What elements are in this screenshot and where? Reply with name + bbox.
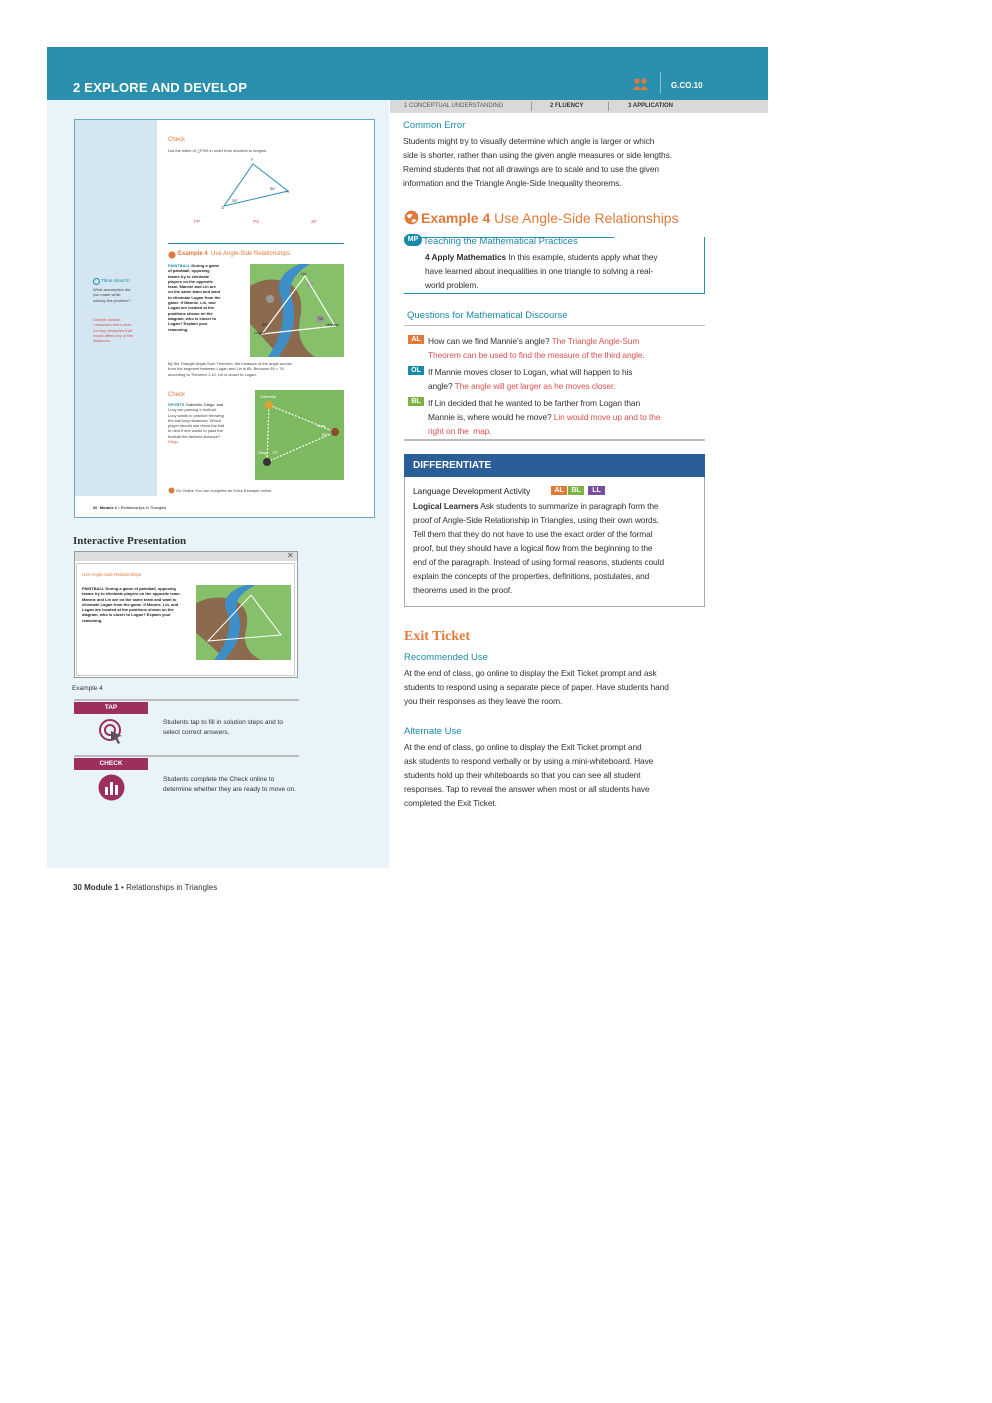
sp-paintball-text: PAINTBALL During a game of paintball, opposing teams try to eliminate players on the opposite team. Mannie and Lin are on the same team and want to eliminate Logan from the game. If Mannie, Lin, and Logan are located at the positions shown on the diagram, who is closer to Logan? Explain your reasoning.	[168, 263, 221, 332]
check-badge: CHECK	[74, 758, 148, 770]
level-badge-al: AL	[551, 486, 567, 495]
sp-triangle-figure	[210, 156, 300, 212]
sp-football-map	[255, 390, 344, 480]
discourse-title: Questions for Mathematical Discourse	[407, 310, 568, 321]
section-title: 2 EXPLORE AND DEVELOP	[73, 80, 248, 95]
level-badge-bl: BL	[408, 397, 424, 406]
header-divider	[660, 72, 661, 94]
common-error-text: Students might try to visually determine which angle is larger or which side is shorter, rather than using the given angle measures or side lengths. Remind students that not all drawings are to scale and to use the given information and the Triangle Angle-Side Inequality theorems.	[403, 136, 672, 188]
sp-footer-module: Module 1	[99, 505, 118, 510]
sp-check2-title: Check	[168, 392, 186, 398]
discourse-bottom-rule	[404, 439, 705, 441]
student-page-sidebar	[75, 120, 157, 496]
sp-map-label: Gabriella	[260, 394, 277, 399]
sp-angle-label: 56°	[270, 186, 277, 191]
differentiate-header: DIFFERENTIATE	[404, 454, 705, 477]
sp-solution-text: By the Triangle Angle-Sum Theorem, the measure of the angle across from the segment between Logan and Lin is 65. Because 65 < 76, according to Theorem 1.10, Lin is closer to Logan.	[168, 361, 292, 377]
level-badge-ol: OL	[408, 366, 424, 375]
recommended-use-title: Recommended Use	[404, 652, 488, 663]
ip-screen-title: Use Angle-Side Relationships	[82, 572, 142, 577]
sp-example-title: Example 4	[178, 251, 208, 257]
close-icon[interactable]: ✕	[287, 551, 294, 560]
page-module-title: Relationships in Triangles	[126, 883, 218, 892]
sp-map-label: 55°	[262, 322, 269, 327]
think-icon	[93, 278, 100, 285]
sp-answer: PS	[253, 219, 260, 224]
sp-go-online: Go Online You can complete an Extra Example online.	[176, 488, 273, 493]
recommended-use-text: At the end of class, go online to display the Exit Ticket prompt and ask students to respond using a separate piece of paper. Have students hand you their responses as they leave the room.	[404, 668, 669, 706]
sp-answer: SF	[311, 219, 317, 224]
differentiate-text: Logical Learners Ask students to summarize in paragraph form the proof of Angle-Side Relationship in Triangles, using their own words. Tell them that they do not have to use the exact order of the formal proof, but they should have a logical flow from the beginning to the end of the paragraph. Instead of using formal reasons, students could explain the concepts of the properties, definitions, postulates, and theorems used in the proof.	[413, 501, 665, 595]
language-activity-label: Language Development Activity	[413, 486, 531, 496]
level-badge-al: AL	[408, 335, 424, 344]
sp-sports-text: SPORTS Gabriella, Diego, and Lucy are passing a football. Lucy wants to practice throwing the ball long distances. Which player should she throw the ball to next if she wants to pass the football the farthest distance? Diego	[168, 402, 252, 444]
example4-title: Use Angle-Side Relationships	[494, 210, 679, 226]
sp-footer-num: 20	[93, 505, 98, 510]
sp-answer: FP	[194, 219, 200, 224]
tmp-text: 4 Apply Mathematics In this example, students apply what they have learned about inequalities in one triangle to solving a real- world problem.	[425, 252, 658, 290]
discourse-item: If Lin decided that he wanted to be farther from Logan than Mannie is, where would he move? Lin would move up and to the right on the map.	[428, 398, 661, 436]
sp-map-label: Mannie	[326, 322, 340, 327]
sp-vertex-label: G	[221, 205, 225, 210]
tap-icon	[98, 718, 126, 746]
sp-sports-answer: Diego	[168, 439, 179, 445]
mp-badge: MP	[404, 234, 422, 246]
sp-think-title: Think About It!	[101, 278, 130, 283]
page-module: Module 1	[84, 883, 119, 892]
bar-chart-icon	[98, 774, 125, 801]
interactive-presentation-title: Interactive Presentation	[73, 535, 187, 547]
discourse-item: If Mannie moves closer to Logan, what will happen to his angle? The angle will get larger as he moves closer.	[428, 367, 633, 391]
sp-map-label: Lin	[301, 271, 307, 276]
interactive-caption: Example 4	[72, 685, 103, 692]
tab-conceptual-understanding: 1 CONCEPTUAL UNDERSTANDING	[404, 103, 504, 109]
level-badge-ll: LL	[588, 486, 605, 495]
sp-map-label: 70°	[272, 450, 279, 455]
sp-think-text: What assumption did you make while solving this problem?	[93, 287, 131, 303]
common-error-title: Common Error	[403, 120, 466, 131]
alternate-use-text: At the end of class, go online to display the Exit Ticket prompt and ask students to respond verbally or by using a mini-whiteboard. Have students hold up their whiteboards so that you can see all student responses. Tap to reveal the answer when most or all students have completed the Exit Ticket.	[404, 742, 654, 808]
sp-angle-label: 35°	[232, 198, 239, 203]
discourse-item: How can we find Mannie’s angle? The Triangle Angle-Sum Theorem can be used to find the measure of the third angle.	[428, 336, 645, 360]
sp-map-label: Logan	[254, 330, 266, 335]
sp-sample-answer: Sample answer: I assumed there were not any obstacles that would affect any of the distances.	[93, 317, 133, 344]
check-description: Students complete the Check online to determine whether they are ready to move on.	[163, 776, 296, 793]
sp-vertex-label: F	[251, 157, 254, 162]
sp-example-subtitle: Use Angle-Side Relationships	[211, 251, 291, 257]
discourse-rule	[404, 325, 705, 326]
tab-fluency: 2 FLUENCY	[550, 103, 584, 109]
sp-check-title: Check	[168, 137, 186, 143]
tab-application: 3 APPLICATION	[628, 103, 674, 109]
page-footer: 30 Module 1 • Relationships in Triangles	[73, 883, 218, 892]
sp-map-label: Lucy	[317, 423, 326, 428]
example4-label: Example 4	[421, 210, 491, 226]
interactive-title-bar	[75, 552, 297, 561]
tmp-title: Teaching the Mathematical Practices	[423, 236, 578, 247]
tap-badge: TAP	[74, 702, 148, 714]
sp-divider	[168, 243, 344, 244]
sp-map-label: 55°	[322, 432, 329, 437]
sp-map-label: Diego	[258, 450, 269, 455]
sp-vertex-label: H	[286, 189, 289, 194]
ip-screen-text: PAINTBALL During a game of paintball, opposing teams try to eliminate players on the opposite team. Mannie and Lin are on the same team and want to eliminate Logan from the game. If Mannie, Lin, and Logan are located at the positions shown on the diagram, who is closer to Logan? Explain your reasoning.	[82, 586, 181, 623]
tap-description: Students tap to fill in solution steps and to select correct answers.	[163, 719, 283, 736]
alternate-use-title: Alternate Use	[404, 726, 462, 737]
globe-icon	[168, 251, 176, 259]
logical-learners-label: Logical Learners	[413, 501, 479, 511]
level-badge-bl: BL	[568, 486, 584, 495]
feature-rule	[74, 755, 299, 757]
feature-rule	[74, 699, 299, 701]
rigor-tab-bar	[390, 100, 768, 113]
standard-code: G.CO.10	[671, 81, 703, 90]
sp-check-prompt: List the sides of △FGH in order from shortest to longest.	[168, 148, 268, 153]
page-number: 30	[73, 883, 82, 892]
sp-footer-title: Relationships in Triangles	[120, 505, 167, 510]
sp-map-label: 76°	[318, 316, 325, 321]
people-icon	[632, 77, 649, 91]
practice-label: 4 Apply Mathematics	[425, 252, 507, 262]
sp-paintball-map	[250, 264, 344, 357]
ip-paintball-map	[196, 585, 291, 660]
exit-ticket-title: Exit Ticket	[404, 629, 470, 644]
example4-heading	[404, 210, 679, 226]
go-online-icon	[168, 487, 175, 494]
